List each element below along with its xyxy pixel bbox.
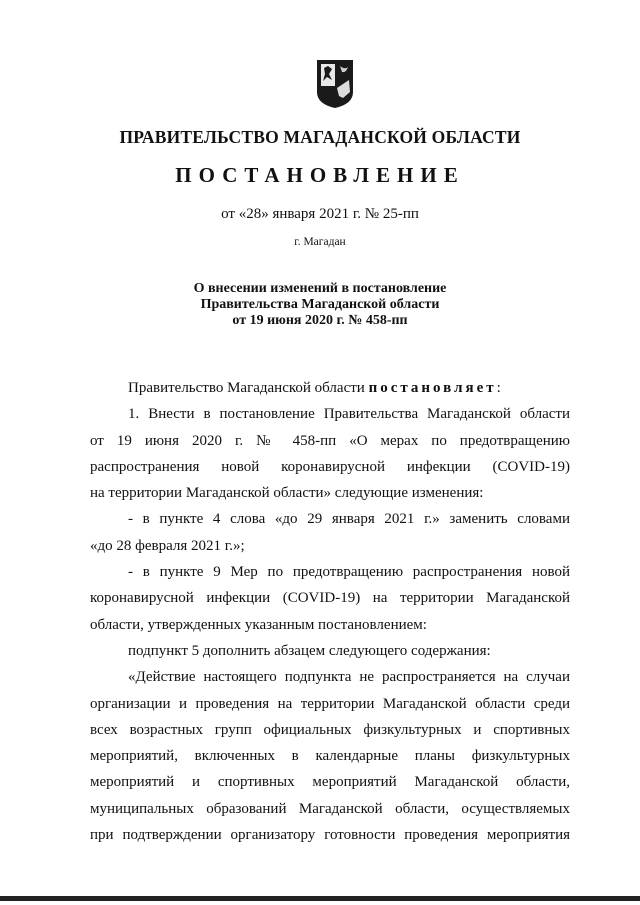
body-line: муниципальных образований Магаданской области, осуществляемых	[90, 800, 570, 817]
body-line: «до 28 февраля 2021 г.»;	[90, 537, 245, 554]
intro-suffix: :	[496, 380, 501, 396]
intro-paragraph	[90, 375, 570, 401]
body-line: на территории Магаданской области» следующие изменения:	[90, 485, 484, 502]
body-line: мероприятий и спортивных мероприятий Магаданской области,	[90, 774, 570, 791]
body-line: - в пункте 9 Мер по предотвращению распространения новой	[128, 564, 570, 581]
document-title	[0, 281, 640, 329]
document-date-number: от «28» января 2021 г. № 25-пп	[221, 206, 419, 222]
body-line: распространения новой коронавирусной инфекции (COVID-19)	[90, 458, 570, 475]
document-title-line: О внесении изменений в постановление	[193, 281, 447, 296]
body-line: - в пункте 4 слова «до 29 января 2021 г.» заменить словами	[128, 511, 570, 528]
body-line: 1. Внести в постановление Правительства Магаданской области	[128, 406, 570, 423]
body-line: «Действие настоящего подпункта не распространяется на случаи	[128, 669, 570, 686]
scan-bottom-edge	[0, 896, 640, 901]
organization-name: ПРАВИТЕЛЬСТВО МАГАДАНСКОЙ ОБЛАСТИ	[119, 127, 521, 147]
body-line: всех возрастных групп официальных физкультурных и спортивных	[90, 721, 570, 738]
document-title-line: от 19 июня 2020 г. № 458-пп	[232, 313, 408, 328]
body-line: при подтверждении организатору готовности проведения мероприятия	[90, 827, 570, 844]
intro-prefix: Правительство Магаданской области	[128, 380, 369, 396]
body-line: области, утвержденных указанным постановлением:	[90, 616, 427, 633]
body-line: коронавирусной инфекции (COVID-19) на территории Магаданской	[90, 590, 570, 607]
intro-resolves-word: постановляет	[368, 380, 497, 396]
body-line: мероприятий, включенных в календарные планы физкультурных	[90, 748, 570, 765]
document-title-line: Правительства Магаданской области	[200, 297, 440, 312]
body-line: подпункт 5 дополнить абзацем следующего содержания:	[128, 642, 491, 659]
document-body	[90, 375, 570, 848]
body-line: организации и проведения на территории Магаданской области среди	[90, 695, 570, 712]
magadan-coat-of-arms-icon	[315, 58, 355, 110]
body-line: от 19 июня 2020 г. № 458-пп «О мерах по предотвращению	[90, 432, 570, 449]
document-type: ПОСТАНОВЛЕНИЕ	[175, 163, 465, 187]
document-city: г. Магадан	[294, 236, 346, 248]
